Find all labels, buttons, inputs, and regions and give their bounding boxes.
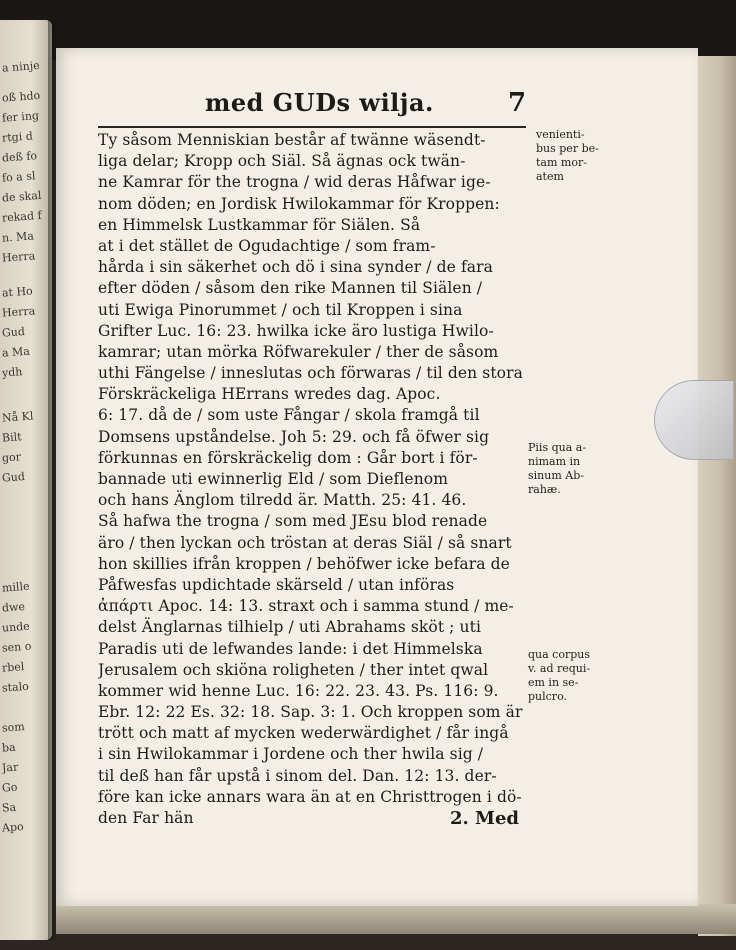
body-line: hon skillies ifrån kroppen / behöfwer icke befara de	[98, 554, 510, 573]
left-page-fragment: mille	[1, 579, 30, 595]
left-page-fragment: stalo	[1, 679, 30, 695]
body-line: bannade uti ewinnerlig Eld / som Dieflenom	[98, 470, 449, 488]
body-line: uthi Fängelse / inneslutas och förwaras / til den stora	[98, 364, 523, 383]
left-page-fragment: Gud	[1, 470, 26, 485]
header-rule	[98, 126, 526, 128]
marginal-note-line: rahæ.	[528, 483, 561, 496]
body-line: hårda i sin säkerhet och dö i sina synder / de fara	[98, 258, 493, 277]
left-page-fragment: Go	[1, 780, 18, 795]
left-page-fragment: Jar	[1, 760, 19, 775]
left-page-fragment: Bilt	[1, 430, 22, 445]
left-page-fragment: rekad f	[1, 208, 42, 225]
body-line: Så hafwa the trogna / som med JEsu blod renade	[98, 512, 488, 531]
marginal-note-line: em in se-	[528, 676, 579, 689]
body-line: i sin Hwilokammar i Jordene och ther hwila sig /	[98, 745, 484, 764]
left-page-fragment: a ninje	[1, 58, 41, 75]
marginal-note-line: sinum Ab-	[528, 469, 584, 482]
marginal-note-line: bus per be-	[536, 142, 599, 155]
catchword: 2. Med	[450, 808, 520, 829]
facing-left-page	[0, 20, 52, 940]
body-line: Grifter Luc. 16: 23. hwilka icke äro lustiga Hwilo-	[98, 321, 494, 340]
marginal-note-line: venienti-	[536, 128, 585, 141]
left-page-fragment: fer ing	[1, 109, 40, 125]
body-line: och hans Änglom tilredd är. Matth. 25: 41. 46.	[98, 491, 467, 510]
marginal-note-line: tam mor-	[536, 156, 587, 169]
left-page-fragment: gor	[1, 450, 22, 465]
left-page-fragment: fo a sl	[1, 169, 36, 185]
body-line: den Far hän	[98, 809, 194, 827]
marginal-note-line: v. ad requi-	[528, 662, 591, 675]
body-line: at i det stället de Ogudachtige / som fram-	[98, 236, 436, 255]
body-line: nom döden; en Jordisk Hwilokammar för Kroppen:	[98, 194, 500, 213]
body-line: efter döden / såsom den rike Mannen til Siälen /	[98, 279, 483, 298]
body-line: Ebr. 12: 22 Es. 32: 18. Sap. 3: 1. Och kroppen som är	[98, 703, 523, 722]
marginal-note	[536, 128, 608, 184]
page-number: 7	[508, 88, 527, 118]
page-stack-edge	[698, 56, 736, 936]
page-clip	[654, 380, 734, 460]
body-line: Ty såsom Menniskian består af twänne wäsendt-	[98, 131, 486, 149]
left-page-fragment: n. Ma	[1, 229, 35, 245]
body-line: ne Kamrar för the trogna / wid deras Håfwar ige-	[98, 173, 491, 192]
left-page-fragment: Sa	[1, 800, 17, 815]
body-line: äro / then lyckan och tröstan at deras Siäl / så snart	[98, 533, 512, 552]
left-page-fragment: ba	[1, 740, 17, 755]
body-line: Domsens upståndelse. Joh 5: 29. och få öfwer sig	[98, 427, 490, 446]
body-line: uti Ewiga Pinorummet / och til Kroppen i sina	[98, 300, 463, 319]
body-line: Påfwesfas updichtade skärseld / utan införas	[98, 575, 455, 594]
body-line: trött och matt af mycken wederwärdighet / får ingå	[98, 724, 509, 743]
body-line: före kan icke annars wara än at en Christtrogen i dö-	[98, 787, 522, 806]
left-page-fragment: Herra	[1, 249, 36, 265]
body-line: förkunnas en förskräckelig dom : Går bort i för-	[98, 448, 478, 467]
left-page-fragment: de skal	[1, 188, 42, 205]
body-line: Jerusalem och skiöna roligheten / ther intet qwal	[98, 660, 489, 679]
left-page-fragment: Herra	[1, 304, 36, 320]
body-line: Förskräckeliga HErrans wredes dag. Apoc.	[98, 385, 441, 404]
body-line: Paradis uti de lefwandes lande: i det Himmelska	[98, 639, 483, 658]
body-line: kamrar; utan mörka Röfwarekuler / ther de såsom	[98, 342, 499, 361]
left-page-fragment: Apo	[1, 820, 25, 835]
left-page-fragment: deß fo	[1, 149, 38, 165]
left-page-fragment: unde	[1, 619, 31, 635]
body-line: til deß han får upstå i sinom del. Dan. 12: 13. der-	[98, 766, 497, 785]
body-line: ἀπάρτι Apoc. 14: 13. straxt och i samma stund / me-	[98, 597, 514, 616]
body-line: liga delar; Kropp och Siäl. Så ägnas ock twän-	[98, 152, 466, 171]
left-page-fragment: som	[1, 720, 26, 735]
left-page-fragment: dwe	[1, 600, 26, 615]
left-page-fragment: rbel	[1, 660, 25, 675]
left-page-fragment: Gud	[1, 325, 26, 340]
page-stack-bottom	[56, 904, 736, 934]
body-line: en Himmelsk Lustkammar för Siälen. Så	[98, 215, 421, 234]
marginal-note-line: Piis qua a-	[528, 441, 587, 454]
marginal-note	[528, 648, 600, 704]
body-line: kommer wid henne Luc. 16: 22. 23. 43. Ps. 116: 9.	[98, 681, 499, 700]
marginal-note-line: nimam in	[528, 455, 581, 468]
marginal-note-line: pulcro.	[528, 690, 567, 703]
left-page-fragment: a Ma	[1, 344, 31, 360]
left-page-fragment: at Ho	[1, 284, 34, 300]
left-page-fragment: Nå Kl	[1, 409, 34, 425]
left-page-fragment: rtgi d	[1, 129, 34, 145]
body-line: delst Änglarnas tilhielp / uti Abrahams sköt ; uti	[98, 618, 482, 637]
body-line: 6: 17. då de / som uste Fångar / skola framgå til	[98, 406, 480, 425]
left-page-fragment: oß hdo	[1, 88, 41, 105]
left-page-fragment: sen o	[1, 639, 32, 655]
marginal-note-line: atem	[536, 170, 564, 183]
left-page-fragment: ydh	[1, 365, 23, 380]
marginal-note	[528, 441, 600, 497]
body-text	[98, 130, 528, 829]
marginal-note-line: qua corpus	[528, 648, 590, 661]
running-title: med GUDs wilja.	[205, 88, 434, 117]
